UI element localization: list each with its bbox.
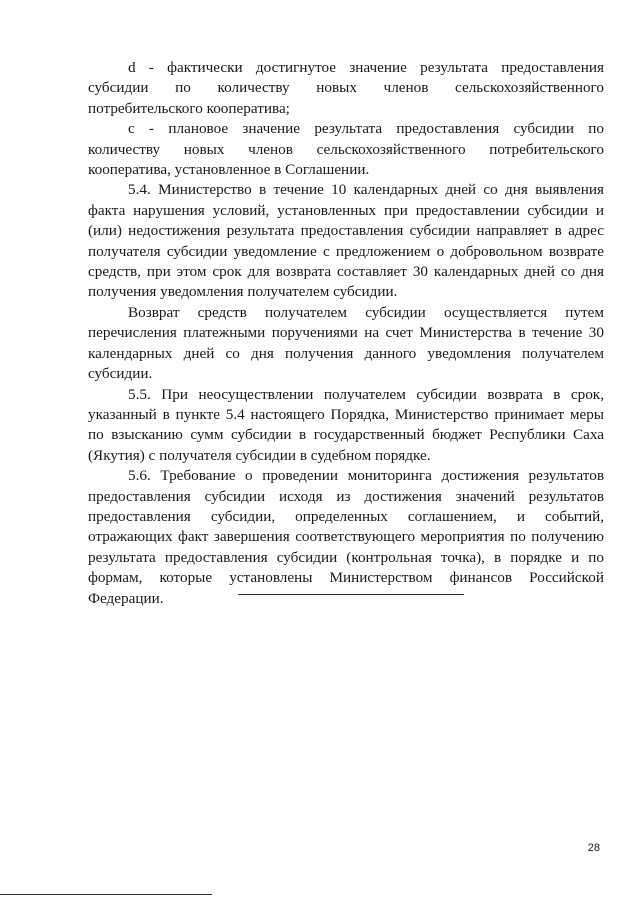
document-body xyxy=(88,58,604,609)
footnote-rule xyxy=(0,894,212,895)
paragraph-5-6: 5.6. Требование о проведении мониторинга достижения результатов предоставления субсидии исходя из достижения значений результатов предоставления субсидии, определенных соглашением, и событий, отражающих факт завершения соответствующего мероприятия по получению результата предоставления субсидии (контрольная точка), в порядке и по формам, которые установлены Министерством финансов Российской Федерации. xyxy=(88,467,604,607)
paragraph-5-4: 5.4. Министерство в течение 10 календарных дней со дня выявления факта нарушения условий, установленных при предоставлении субсидии и (или) недостижения результата предоставления субсидии направляет в адрес получателя субсидии уведомление с предложением о добровольном возврате средств, при этом срок для возврата составляет 30 календарных дней со дня получения уведомления получателем субсидии. xyxy=(88,181,604,301)
section-divider xyxy=(238,594,464,595)
paragraph-d-definition: d - фактически достигнутое значение результата предоставления субсидии по количеству новых членов сельскохозяйственного потребительского кооператива; xyxy=(88,59,604,117)
paragraph-5-5: 5.5. При неосуществлении получателем субсидии возврата в срок, указанный в пункте 5.4 настоящего Порядка, Министерство принимает меры по взысканию сумм субсидии в государственный бюджет Республики Саха (Якутия) с получателя субсидии в судебном порядке. xyxy=(88,385,604,464)
paragraph-refund: Возврат средств получателем субсидии осуществляется путем перечисления платежными поручениями на счет Министерства в течение 30 календарных дней со дня получения данного уведомления получателем субсидии. xyxy=(88,303,604,383)
paragraph-c-definition: c - плановое значение результата предоставления субсидии по количеству новых членов сельскохозяйственного потребительского кооператива, установленное в Соглашении. xyxy=(88,120,604,179)
page-number: 28 xyxy=(587,842,600,854)
